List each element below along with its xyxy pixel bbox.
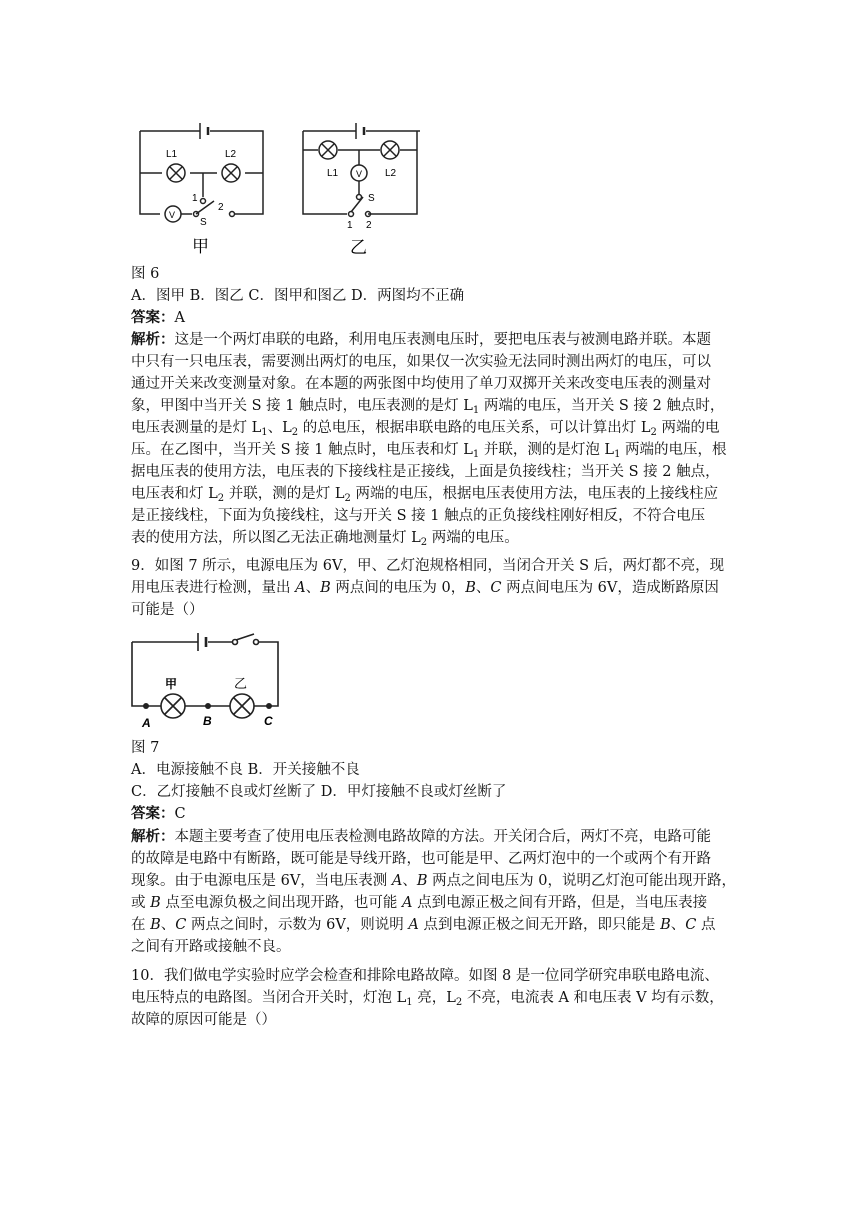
fig6-jia-label-l1: L1 <box>166 149 178 160</box>
point-b: B <box>150 917 161 933</box>
fig6-jia-caption: 甲 <box>192 237 209 256</box>
q9-stem-line-1: 9．如图 7 所示，电源电压为 6V，甲、乙灯泡规格相同，当闭合开关 S 后，两灯都不亮，现 <box>131 558 725 574</box>
fig6-yi-label-2: 2 <box>366 220 372 231</box>
point-b: B <box>465 580 476 596</box>
analysis-label: 解析： <box>131 331 175 348</box>
point-a: A <box>408 917 419 933</box>
q9-analysis-line-3 <box>131 871 736 891</box>
q9-analysis-line-5 <box>131 915 715 935</box>
q8-analysis-line-7: 据电压表的使用方法，电压表的下接线柱是正接线，上面是负接线柱；当开关 S 接 2 触点， <box>131 464 720 480</box>
fig7-label-a: A <box>142 716 151 730</box>
q8-answer <box>131 308 185 328</box>
answer-label: 答案： <box>131 805 175 822</box>
q9-analysis-line-4 <box>131 893 707 913</box>
text-seg: 两端的电压，根 <box>620 442 727 458</box>
text-seg: 用电压表进行检测，量出 <box>131 580 296 596</box>
q10-stem-line-3: 故障的原因可能是（） <box>131 1012 276 1028</box>
q9-stem-line-3: 可能是（） <box>131 602 204 618</box>
text-seg: 象，甲图中当开关 S 接 1 触点时，电压表测的是灯 L <box>131 398 473 414</box>
answer-value: A <box>174 310 185 326</box>
q8-analysis-line-9: 是正接线柱，下面为负接线柱，这与开关 S 接 1 触点的正负接线柱刚好相反，不符合电压 <box>131 508 706 524</box>
point-b: B <box>660 917 671 933</box>
text-seg: 或 <box>131 895 151 911</box>
text-seg: 、 <box>670 917 686 933</box>
fig7-label-yi: 乙 <box>234 676 248 691</box>
fig6-yi-label-l1: L1 <box>327 168 339 179</box>
text-seg: 现象。由于电源电压是 6V，当电压表测 <box>131 873 392 889</box>
subscript: 2 <box>344 493 351 504</box>
text-seg: 电压表和灯 L <box>131 486 218 502</box>
point-b: B <box>320 580 331 596</box>
text-seg: 电压特点的电路图。当闭合开关时，灯泡 L <box>131 990 407 1006</box>
text-seg: 点到电源正极之间无开路，即只能是 <box>418 917 661 933</box>
subscript: 2 <box>650 427 657 438</box>
q9-analysis-line-2: 的故障是电路中有断路，既可能是导线开路，也可能是甲、乙两灯泡中的一个或两个有开路 <box>131 851 711 867</box>
text-seg: 不亮，电流表 A 和电压表 V 均有示数， <box>462 990 724 1006</box>
text-seg: 压。在乙图中，当开关 S 接 1 触点时，电压表和灯 L <box>131 442 473 458</box>
fig6-yi-label-s: S <box>368 193 375 204</box>
answer-label: 答案： <box>131 309 175 326</box>
point-a: A <box>401 895 413 911</box>
text-seg: 两端的电压，根据电压表使用方法，电压表的上接线柱应 <box>350 486 718 502</box>
subscript: 2 <box>291 427 299 438</box>
point-c: C <box>490 580 502 596</box>
fig6-yi-label-v: V <box>356 169 363 179</box>
text-seg: 在 <box>131 917 151 933</box>
text-seg: 、 <box>475 580 491 596</box>
fig6-jia-label-s: S <box>200 217 207 228</box>
fig6-jia-label-v: V <box>169 210 176 220</box>
text-seg: 两端的电压，当开关 S 接 2 触点时， <box>479 398 725 414</box>
fig6-jia-label-1: 1 <box>192 193 198 204</box>
fig6-jia-label-l2: L2 <box>225 149 237 160</box>
text-seg: 、 <box>305 580 321 596</box>
text-seg: 两点之间电压为 0，说明乙灯泡可能出现开路， <box>427 873 737 889</box>
fig7-label-jia: 甲 <box>165 677 178 691</box>
figure-6-circuits <box>130 115 420 257</box>
fig6-jia-label-2: 2 <box>218 202 224 213</box>
fig6-yi-label-1: 1 <box>347 220 353 231</box>
subscript: 1 <box>614 449 621 460</box>
q8-options: A．图甲 B．图乙 C．图甲和图乙 D．两图均不正确 <box>131 288 465 304</box>
q8-analysis-line-10 <box>131 528 519 553</box>
q9-answer <box>131 804 186 824</box>
subscript: 1 <box>406 997 413 1008</box>
analysis-text: 本题主要考查了使用电压表检测电路故障的方法。开关闭合后，两灯不亮，电路可能 <box>174 829 711 845</box>
point-c: C <box>685 917 697 933</box>
text-seg: 表的使用方法，所以图乙无法正确地测量灯 L <box>131 530 421 546</box>
text-seg: 点至电源负极之间出现开路，也可能 <box>160 895 402 911</box>
point-a: A <box>295 580 306 596</box>
text-seg: 两端的电 <box>656 420 720 436</box>
q8-analysis-line-2: 中只有一只电压表，需要测出两灯的电压，如果仅一次实验无法同时测出两灯的电压，可以 <box>131 354 711 370</box>
answer-value: C <box>174 806 186 822</box>
subscript: 2 <box>217 493 225 504</box>
figure-6-caption: 图 6 <box>131 266 160 282</box>
text-seg: 、 <box>160 917 176 933</box>
subscript: 1 <box>261 427 268 438</box>
analysis-text: 这是一个两灯串联的电路，利用电压表测电压时，要把电压表与被测电路并联。本题 <box>174 332 711 348</box>
text-seg: 、 <box>402 873 417 889</box>
text-seg: 的总电压，根据串联电路的电压关系，可以计算出灯 L <box>298 420 651 436</box>
subscript: 1 <box>472 449 480 460</box>
point-a: A <box>391 873 403 889</box>
text-seg: 两点间电压为 6V，造成断路原因 <box>501 580 719 596</box>
q9-options-line-1: A．电源接触不良 B．开关接触不良 <box>131 762 360 778</box>
text-seg: 两点之间时，示数为 6V，则说明 <box>186 917 409 933</box>
point-b: B <box>150 895 161 911</box>
text-seg: 两端的电压。 <box>427 530 519 546</box>
fig6-yi-caption: 乙 <box>350 238 367 257</box>
fig6-yi-label-l2: L2 <box>385 168 397 179</box>
analysis-label: 解析： <box>131 828 175 845</box>
text-seg: 并联，测的是灯泡 L <box>479 442 615 458</box>
figure-7-circuit <box>128 628 288 732</box>
figure-7-caption: 图 7 <box>131 740 160 756</box>
q9-analysis-line-6: 之间有开路或接触不良。 <box>131 939 291 955</box>
text-seg: 点到电源正极之间有开路，但是，当电压表接 <box>412 895 708 911</box>
subscript: 1 <box>472 405 480 416</box>
q8-analysis-line-1 <box>131 330 711 350</box>
q9-analysis-line-1 <box>131 827 711 847</box>
q9-options-line-2: C．乙灯接触不良或灯丝断了 D．甲灯接触不良或灯丝断了 <box>131 784 507 800</box>
fig7-label-c: C <box>264 714 273 728</box>
text-seg: 两点间的电压为 0， <box>330 580 466 596</box>
subscript: 2 <box>455 997 463 1008</box>
point-c: C <box>175 917 187 933</box>
fig7-label-b: B <box>203 714 212 728</box>
q10-stem-line-1: 10．我们做电学实验时应学会检查和排除电路故障。如图 8 是一位同学研究串联电路电流、 <box>131 968 719 984</box>
text-seg: 点 <box>696 917 716 933</box>
q8-analysis-line-3: 通过开关来改变测量对象。在本题的两张图中均使用了单刀双掷开关来改变电压表的测量对 <box>131 376 711 392</box>
text-seg: 、L <box>267 420 292 436</box>
point-b: B <box>416 873 428 889</box>
text-seg: 电压表测量的是灯 L <box>131 420 262 436</box>
text-seg: 亮，L <box>412 990 456 1006</box>
text-seg: 并联，测的是灯 L <box>224 486 345 502</box>
q9-stem-line-2 <box>131 578 719 598</box>
subscript: 2 <box>420 537 428 548</box>
